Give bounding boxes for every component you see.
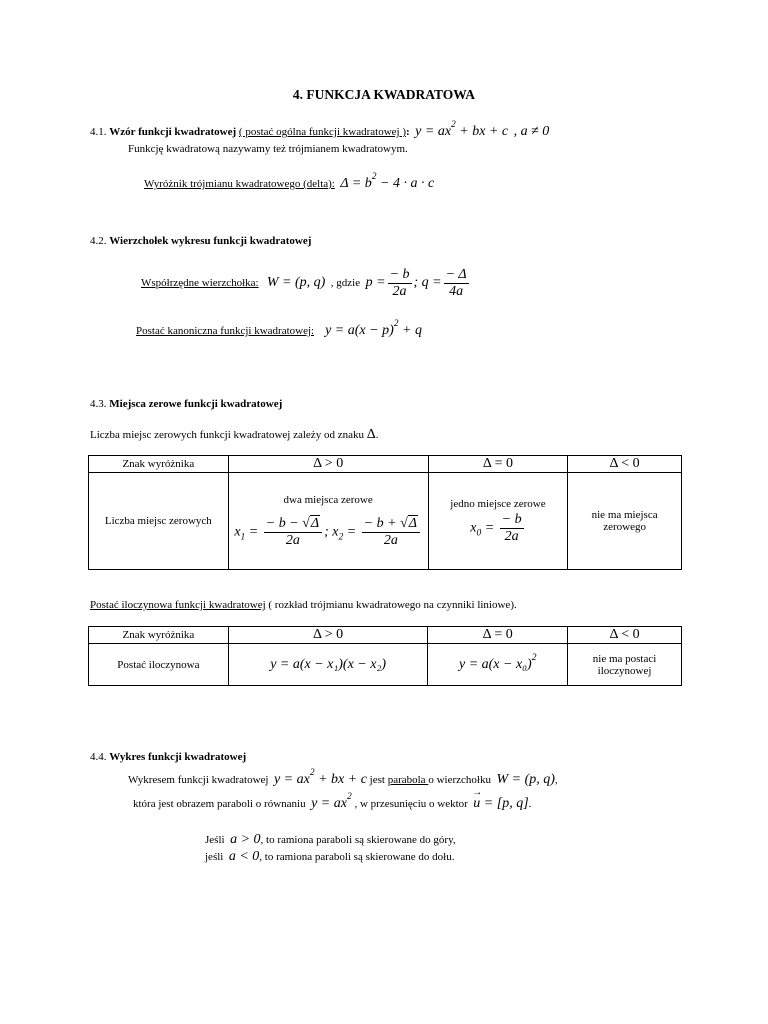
colon: : xyxy=(406,126,410,138)
trinomial-note: Funkcję kwadratową nazywamy też trójmianem kwadratowym. xyxy=(128,143,408,155)
condition-up xyxy=(205,832,456,848)
section-number: 4.2. xyxy=(90,235,107,247)
factored-intro xyxy=(90,599,517,611)
section-title: Wykres funkcji kwadratowej xyxy=(109,751,247,763)
section-4-2-heading xyxy=(90,235,311,247)
graph-text-vertex: o wierzchołku xyxy=(428,774,491,786)
q-fraction: $\frac{- \Delta}{4a}$ xyxy=(445,266,467,299)
vertex-label: Współrzędne wierzchołka: xyxy=(141,277,259,289)
page-title: 4. FUNKCJA KWADRATOWA xyxy=(292,87,476,102)
canonical-formula: $y = a(x - p)^2 + q$ xyxy=(325,319,422,338)
vertex-line xyxy=(141,263,471,303)
factored-note: ( rozkład trójmianu kwadratowego na czynniki liniowe). xyxy=(265,599,517,611)
if-text: Jeśli xyxy=(205,834,225,846)
p-equals: p = xyxy=(365,275,386,290)
graph-line-1 xyxy=(128,768,558,788)
canonical-label: Postać kanoniczna funkcji kwadratowej: xyxy=(136,325,315,337)
graph-line-2 xyxy=(133,792,532,812)
discriminant-label: Wyróżnik trójmianu kwadratowego (delta): xyxy=(144,178,335,190)
gdzie-text: , gdzie xyxy=(330,277,361,289)
zeros-table xyxy=(88,455,682,570)
a-negative: a < 0 xyxy=(228,849,260,864)
factored-table xyxy=(88,626,682,686)
cell-no-zeros: nie ma miejsca zerowego xyxy=(568,473,682,570)
section-4-4-heading xyxy=(90,751,246,763)
arms-down-text: , to ramiona paraboli są skierowane do dołu. xyxy=(259,851,455,863)
if-text: jeśli xyxy=(205,851,224,863)
one-zero-text: jedno miejsce zerowe xyxy=(450,497,546,510)
table-header-row xyxy=(89,456,682,473)
header-delta-zero: Δ = 0 xyxy=(428,456,568,473)
graph-text: która jest obrazem paraboli o równaniu xyxy=(133,798,306,810)
header-delta-positive: Δ > 0 xyxy=(228,627,428,644)
section-4-1-heading xyxy=(90,120,550,140)
zeros-intro-text: Liczba miejsc zerowych funkcji kwadratowej zależy od znaku xyxy=(90,429,364,441)
condition-down xyxy=(205,849,455,865)
cell-no-factored-form: nie ma postaci iloczynowej xyxy=(568,644,682,686)
parabola-word: parabola xyxy=(387,774,429,786)
two-zeros-text: dwa miejsca zerowe xyxy=(283,493,373,506)
discriminant-line xyxy=(144,172,435,192)
vector-u: → u xyxy=(473,796,480,812)
section-number: 4.3. xyxy=(90,398,107,410)
factored-two-roots: y = a(x − x₁)(x − x₂) xyxy=(228,644,428,686)
section-number: 4.1. xyxy=(90,126,107,138)
arms-up-text: , to ramiona paraboli są skierowane do góry, xyxy=(260,834,456,846)
p-fraction: $\frac{- b}{2a}$ xyxy=(389,266,410,299)
condition-a-nonzero: , a ≠ 0 xyxy=(513,124,550,139)
graph-formula: $y = ax^2$ + bx + c xyxy=(273,768,367,787)
vertex-formula: W = (p, q) xyxy=(496,772,555,787)
factored-label: Postać iloczynowa funkcji kwadratowej xyxy=(90,599,266,611)
section-title: Miejsca zerowe funkcji kwadratowej xyxy=(109,398,283,410)
graph-text: Wykresem funkcji kwadratowej xyxy=(128,774,269,786)
header-sign: Znak wyróżnika xyxy=(89,627,229,644)
canonical-line xyxy=(136,319,422,339)
period: . xyxy=(375,429,379,441)
header-delta-positive: Δ > 0 xyxy=(228,456,428,473)
header-delta-zero: Δ = 0 xyxy=(428,627,568,644)
table-row xyxy=(89,473,682,570)
zeros-intro xyxy=(90,427,378,443)
row-label-zeros-count: Liczba miejsc zerowych xyxy=(89,473,229,570)
cell-two-zeros xyxy=(228,473,428,570)
vertex-formula: W = (p, q) xyxy=(266,275,326,290)
section-title: Wzór funkcji kwadratowej xyxy=(109,126,237,138)
one-zero-formula: $x_0$ = $\frac{- b}{2a}$ xyxy=(470,511,522,544)
factored-one-root: $y = a(x - x_0)^2$ xyxy=(428,644,568,686)
cell-one-zero xyxy=(428,473,568,570)
discriminant-formula: $\Delta = b^2 - 4 \cdot a \cdot c$ xyxy=(340,172,435,191)
graph-text-jest: jest xyxy=(366,774,388,786)
delta-symbol: Δ xyxy=(366,427,376,442)
row-label-factored-form: Postać iloczynowa xyxy=(89,644,229,686)
vector-value: = [p, q] xyxy=(480,796,529,811)
q-equals: ; q = xyxy=(413,275,442,290)
general-form-note: ( postać ogólna funkcji kwadratowej ) xyxy=(238,126,406,138)
section-title: Wierzchołek wykresu funkcji kwadratowej xyxy=(109,235,312,247)
general-formula: $y = ax^2$ + bx + c xyxy=(415,120,509,139)
base-parabola-formula: $y = ax^2$ xyxy=(311,792,352,811)
table-header-row xyxy=(89,627,682,644)
header-sign: Znak wyróżnika xyxy=(89,456,229,473)
header-delta-negative: Δ < 0 xyxy=(568,456,682,473)
header-delta-negative: Δ < 0 xyxy=(568,627,682,644)
section-4-3-heading xyxy=(90,398,282,410)
comma: , xyxy=(554,774,558,786)
period: . xyxy=(528,798,532,810)
translation-text: , w przesunięciu o wektor xyxy=(354,798,468,810)
section-number: 4.4. xyxy=(90,751,107,763)
a-positive: a > 0 xyxy=(230,832,261,847)
two-zeros-formula: $x_1$ = $\frac{- b - √\Delta}{2a}$ ; $x_2$ = $\frac{- b + √\Delta}{2a}$ xyxy=(233,516,424,549)
table-row xyxy=(89,644,682,686)
